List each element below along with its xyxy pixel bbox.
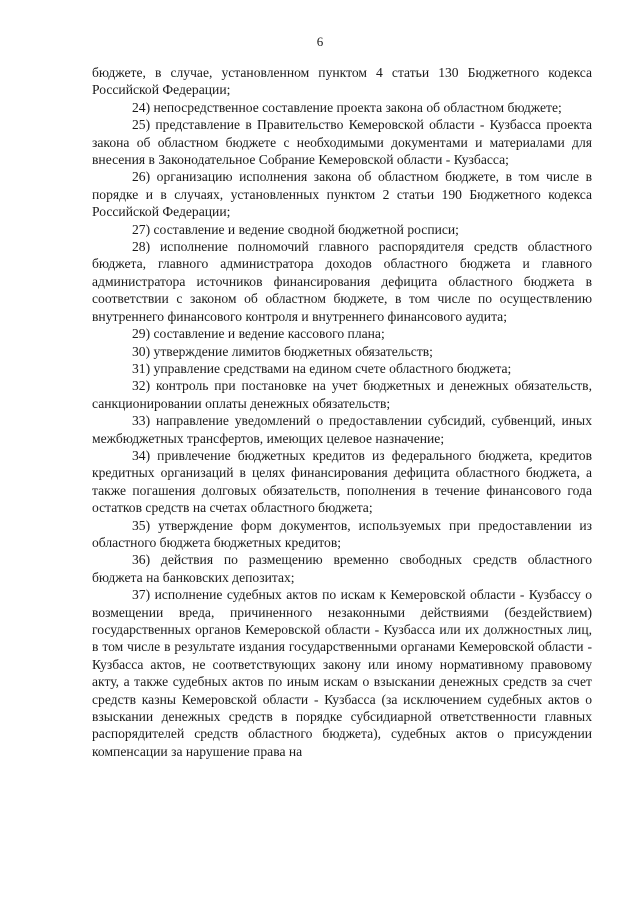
paragraph-item-26: 26) организацию исполнения закона об областном бюджете, в том числе в порядке и в случаях, установленных пунктом 2 статьи 190 Бюджетного кодекса Российской Федерации;	[92, 169, 592, 220]
paragraph-item-35: 35) утверждение форм документов, используемых при предоставлении из областного бюджета бюджетных кредитов;	[92, 517, 592, 550]
paragraph-item-32: 32) контроль при постановке на учет бюджетных и денежных обязательств, санкционировании оплаты денежных обязательств;	[92, 378, 592, 411]
document-body	[92, 64, 592, 760]
page-number: 6	[316, 34, 324, 49]
paragraph-item-28: 28) исполнение полномочий главного распорядителя средств областного бюджета, главного администратора доходов областного бюджета и главного администратора источников финансирования дефицита областного бюджета в соответствии с законом об областном бюджете, в том числе по осуществлению внутреннего финансового контроля и внутреннего финансового аудита;	[92, 239, 592, 324]
paragraph-item-30: 30) утверждение лимитов бюджетных обязательств;	[132, 343, 433, 359]
paragraph-item-31: 31) управление средствами на едином счете областного бюджета;	[132, 360, 512, 376]
paragraph-item-25: 25) представление в Правительство Кемеровской области - Кузбасса проекта закона об областном бюджете с необходимыми документами и материалами для внесения в Законодательное Собрание Кемеровской области - Кузбасса;	[92, 117, 592, 168]
paragraph-item-24: 24) непосредственное составление проекта закона об областном бюджете;	[132, 99, 562, 115]
paragraph-item-34: 34) привлечение бюджетных кредитов из федерального бюджета, кредитов кредитных организаций в целях финансирования дефицита областного бюджета, а также погашения долговых обязательств, пополнения в течение финансового года остатков средств на счетах областного бюджета;	[92, 447, 592, 516]
paragraph-continuation: бюджете, в случае, установленном пунктом 4 статьи 130 Бюджетного кодекса Российской Федерации;	[92, 65, 592, 98]
paragraph-item-29: 29) составление и ведение кассового плана;	[132, 326, 385, 342]
paragraph-item-27: 27) составление и ведение сводной бюджетной росписи;	[132, 221, 459, 237]
paragraph-item-37: 37) исполнение судебных актов по искам к Кемеровской области - Кузбассу о возмещении вреда, причиненного незаконными действиями (бездействием) государственных органов Кемеровской области - Кузбасса или их должностных лиц, в том числе в результате издания государственными органами Кемеровской области - Кузбасса актов, не соответствующих закону или иному нормативному правовому акту, а также судебных актов по иным искам о взыскании денежных средств за счет средств казны Кемеровской области - Кузбасса (за исключением судебных актов о взыскании денежных средств в порядке субсидиарной ответственности главных распорядителей средств областного бюджета), судебных актов о присуждении компенсации за нарушение права на	[92, 587, 592, 759]
paragraph-item-33: 33) направление уведомлений о предоставлении субсидий, субвенций, иных межбюджетных трансфертов, имеющих целевое назначение;	[92, 413, 592, 446]
paragraph-item-36: 36) действия по размещению временно свободных средств областного бюджета на банковских депозитах;	[92, 552, 592, 585]
